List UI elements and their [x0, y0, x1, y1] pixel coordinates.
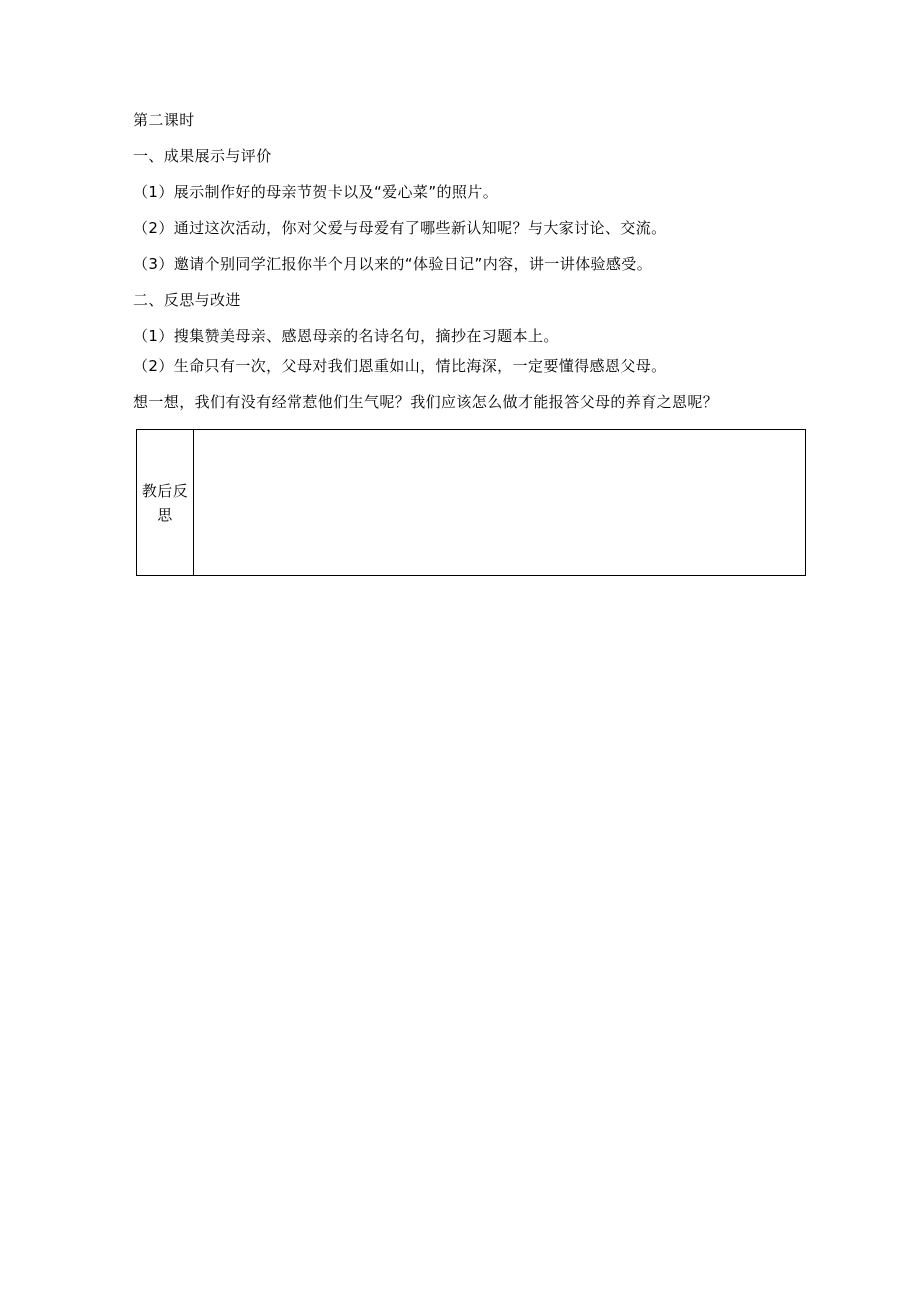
table-row	[137, 430, 806, 576]
reflection-label: 教后反思	[141, 481, 189, 524]
showcase-item-1: （1）展示制作好的母亲节贺卡以及“爱心菜”的照片。	[133, 183, 499, 201]
reflection-item-1: （1）搜集赞美母亲、感恩母亲的名诗名句，摘抄在习题本上。	[133, 327, 559, 345]
showcase-item-2: （2）通过这次活动，你对父爱与母爱有了哪些新认知呢？与大家讨论、交流。	[133, 219, 667, 237]
reflection-label-cell	[137, 430, 194, 576]
teaching-reflection-table	[136, 429, 806, 576]
section-title-showcase: 一、成果展示与评价	[133, 147, 272, 165]
showcase-item-3: （3）邀请个别同学汇报你半个月以来的“体验日记”内容，讲一讲体验感受。	[133, 255, 653, 273]
think-question: 想一想，我们有没有经常惹他们生气呢？我们应该怎么做才能报答父母的养育之恩呢？	[133, 393, 719, 411]
reflection-content-cell[interactable]	[194, 430, 806, 576]
reflection-item-2: （2）生命只有一次，父母对我们恩重如山，情比海深，一定要懂得感恩父母。	[133, 357, 667, 375]
lesson-heading: 第二课时	[133, 111, 195, 129]
section-title-reflection: 二、反思与改进	[133, 291, 241, 309]
